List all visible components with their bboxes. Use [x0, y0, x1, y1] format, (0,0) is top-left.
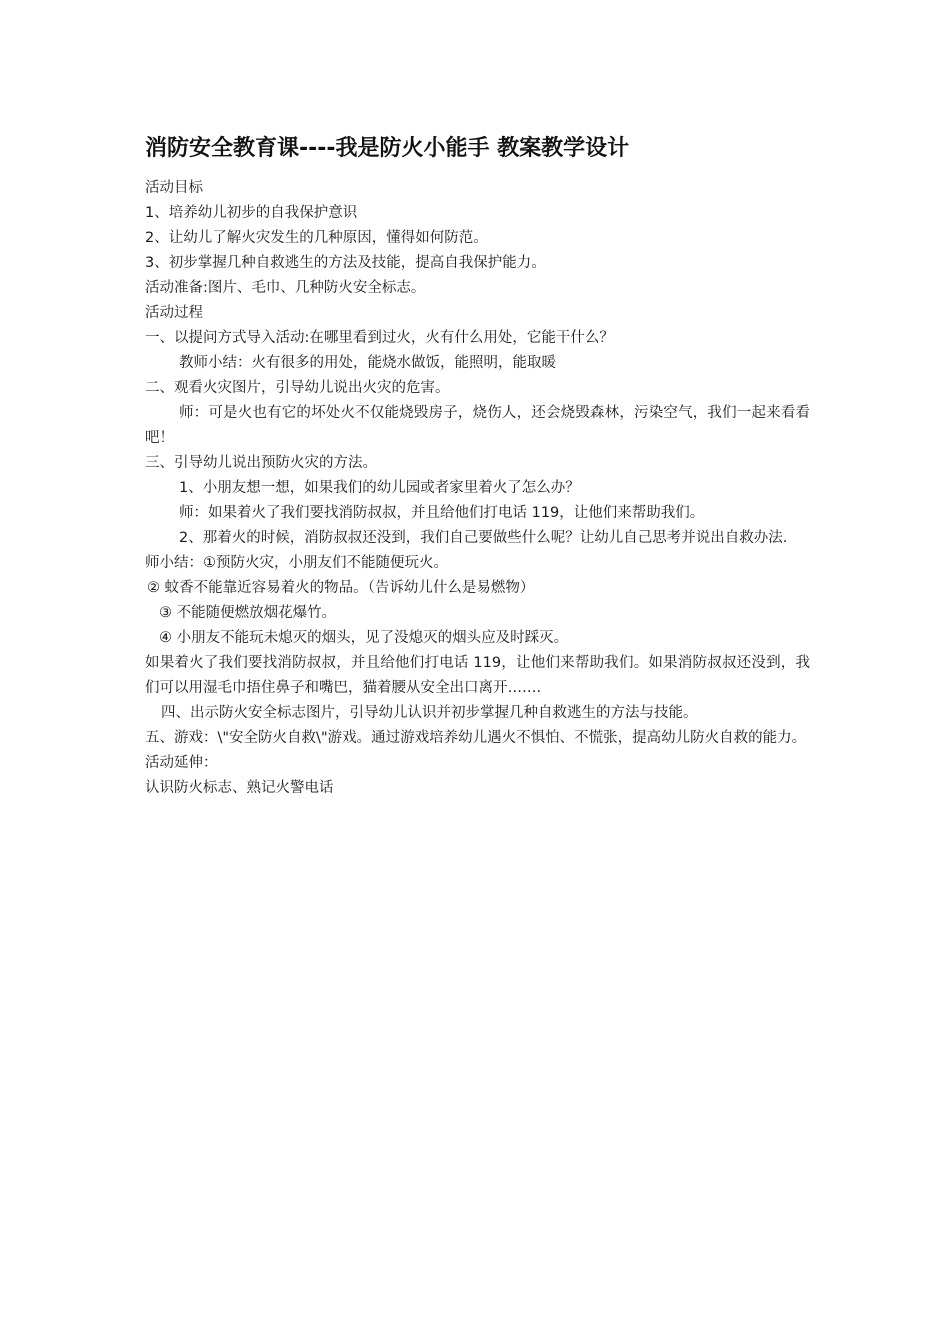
process-step-3: 三、引导幼儿说出预防火灾的方法。	[145, 455, 377, 471]
section-heading-extension: 活动延伸：	[145, 755, 218, 771]
process-step-5-game: 五、游戏：\"安全防火自救\"游戏。通过游戏培养幼儿遇火不惧怕、不慌张，提高幼儿防火自救的能力。	[145, 730, 807, 746]
document-title: 消防安全教育课----我是防火小能手 教案教学设计	[145, 136, 630, 161]
question-1: 1、小朋友想一想，如果我们的幼儿园或者家里着火了怎么办？	[179, 480, 580, 496]
teacher-remark-2: 师：可是火也有它的坏处火不仅能烧毁房子，烧伤人，还会烧毁森林，污染空气，我们一起来看看吧！	[145, 405, 810, 446]
section-heading-process: 活动过程	[145, 305, 203, 321]
summary-point-4: ④ 小朋友不能玩未熄灭的烟头，见了没熄灭的烟头应及时踩灭。	[159, 630, 569, 646]
teacher-answer-1: 师：如果着火了我们要找消防叔叔，并且给他们打电话 119，让他们来帮助我们。	[179, 505, 705, 521]
question-2: 2、那着火的时候，消防叔叔还没到，我们自己要做些什么呢？让幼儿自己思考并说出自救办法.	[179, 530, 788, 546]
document-body	[145, 132, 810, 801]
preparation-line: 活动准备:图片、毛巾、几种防火安全标志。	[145, 280, 426, 296]
process-step-2: 二、观看火灾图片，引导幼儿说出火灾的危害。	[145, 380, 450, 396]
process-step-4: 四、出示防火安全标志图片，引导幼儿认识并初步掌握几种自救逃生的方法与技能。	[161, 705, 698, 721]
goal-item-1: 1、培养幼儿初步的自我保护意识	[145, 205, 358, 221]
summary-point-2: ② 蚊香不能靠近容易着火的物品。（告诉幼儿什么是易燃物）	[147, 580, 535, 596]
goal-item-3: 3、初步掌握几种自救逃生的方法及技能，提高自我保护能力。	[145, 255, 546, 271]
section-heading-goals: 活动目标	[145, 180, 203, 196]
fire-response-paragraph: 如果着火了我们要找消防叔叔，并且给他们打电话 119，让他们来帮助我们。如果消防叔叔还没到，我们可以用湿毛巾捂住鼻子和嘴巴，猫着腰从安全出口离开…….	[145, 655, 810, 696]
process-step-1: 一、以提问方式导入活动:在哪里看到过火，火有什么用处，它能干什么？	[145, 330, 614, 346]
goal-item-2: 2、让幼儿了解火灾发生的几种原因，懂得如何防范。	[145, 230, 488, 246]
teacher-summary-3: 师小结：①预防火灾，小朋友们不能随便玩火。	[145, 555, 448, 571]
summary-point-3: ③ 不能随便燃放烟花爆竹。	[159, 605, 337, 621]
extension-item: 认识防火标志、熟记火警电话	[145, 780, 334, 796]
teacher-summary-1: 教师小结：火有很多的用处，能烧水做饭，能照明，能取暖	[179, 355, 556, 371]
